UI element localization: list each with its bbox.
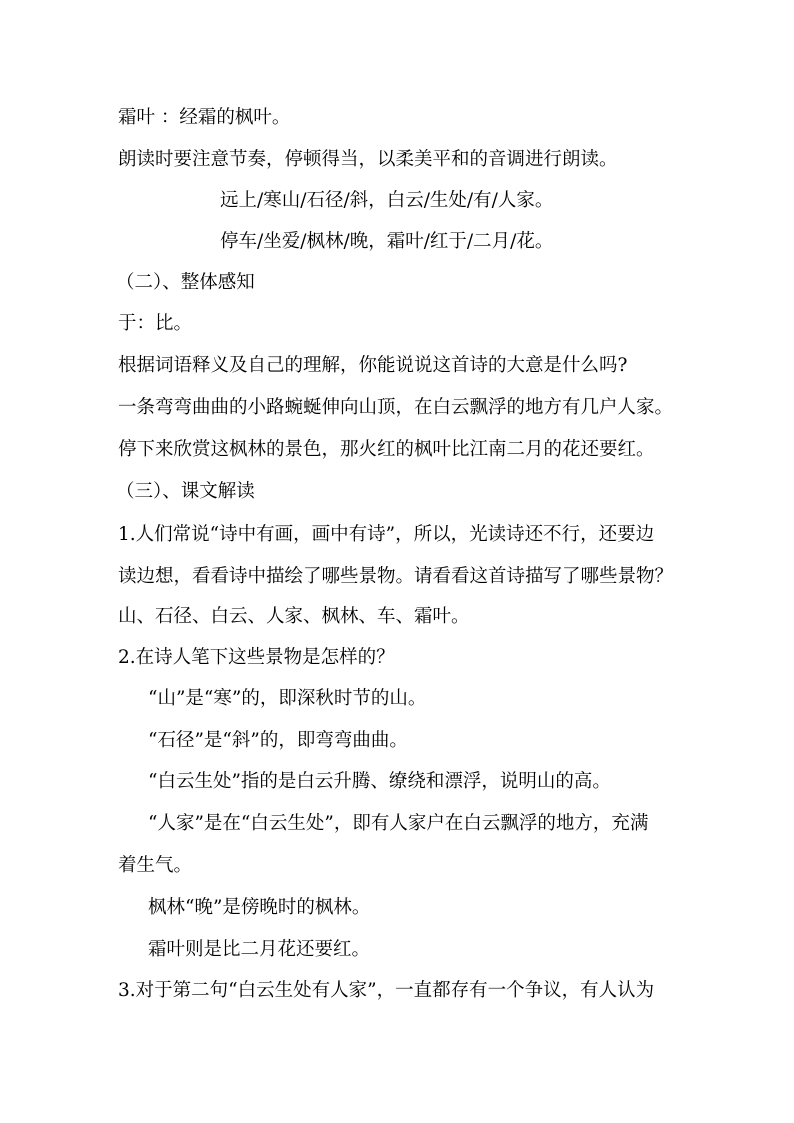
- item-1-line-1: 1.人们常说“诗中有画，画中有诗”，所以，光读诗还不行，还要边: [118, 524, 655, 545]
- section-heading-interpretation: （三）、课文解读: [116, 481, 255, 502]
- scenery-explanation-clouds: “白云生处”指的是白云升腾、缭绕和漂浮，说明山的高。: [148, 771, 611, 792]
- item-2-question: 2.在诗人笔下这些景物是怎样的？: [118, 647, 395, 668]
- scenery-list: 山、石径、白云、人家、枫林、车、霜叶。: [118, 606, 470, 627]
- meaning-line-2: 停下来欣赏这枫林的景色，那火红的枫叶比江南二月的花还要红。: [118, 439, 655, 460]
- scenery-explanation-mountain: “山”是“寒”的，即深秋时节的山。: [148, 688, 427, 709]
- meaning-line-1: 一条弯弯曲曲的小路蜿蜒伸向山顶，在白云飘浮的地方有几户人家。: [118, 397, 674, 418]
- scenery-explanation-maple: 枫林“晚”是傍晚时的枫林。: [148, 897, 371, 918]
- definition-line-yu: 于：比。: [118, 313, 193, 334]
- item-1-line-2: 读边想，看看诗中描绘了哪些景物。请看看这首诗描写了哪些景物？: [118, 566, 674, 587]
- definition-line-shuangye: 霜叶 ：经霜的枫叶。: [118, 107, 291, 128]
- scenery-explanation-homes-1: “人家”是在“白云生处”，即有人家户在白云飘浮的地方，充满: [148, 813, 649, 834]
- reading-instruction: 朗读时要注意节奏，停顿得当，以柔美平和的音调进行朗读。: [118, 149, 618, 170]
- question-line: 根据词语释义及自己的理解，你能说说这首诗的大意是什么吗?: [118, 355, 628, 376]
- scenery-explanation-path: “石径”是“斜”的，即弯弯曲曲。: [148, 730, 408, 751]
- scenery-explanation-homes-2: 着生气。: [118, 855, 193, 876]
- section-heading-overall: （二）、整体感知: [116, 272, 255, 293]
- scenery-explanation-leaves: 霜叶则是比二月花还要红。: [148, 939, 371, 960]
- poem-line-1: 远上/寒山/石径/斜，白云/生处/有/人家。: [220, 190, 554, 211]
- poem-line-2: 停车/坐爱/枫林/晚，霜叶/红于/二月/花。: [220, 231, 554, 252]
- item-3-line-1: 3.对于第二句“白云生处有人家”，一直都存有一个争议，有人认为: [118, 980, 655, 1001]
